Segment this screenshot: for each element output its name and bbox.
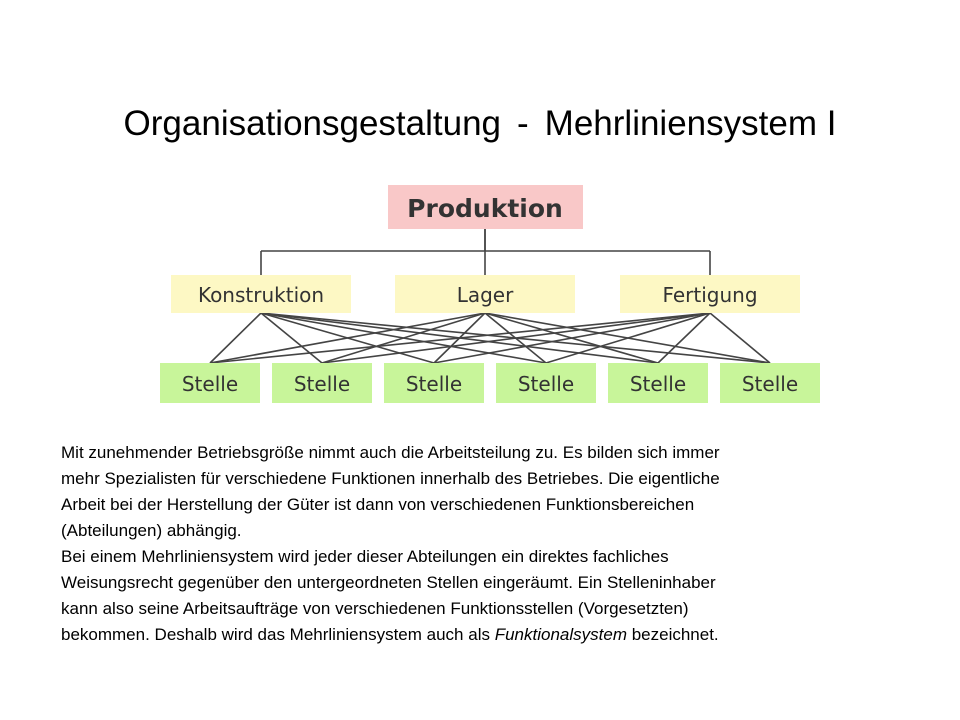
- description-line: Bei einem Mehrliniensystem wird jeder dieser Abteilungen ein direktes fachliches: [61, 547, 669, 566]
- title-part-2: Mehrliniensystem I: [544, 104, 837, 143]
- italic-term: Funktionalsystem: [494, 625, 627, 644]
- description-last-line: [61, 622, 941, 648]
- title-part-1: Organisationsgestaltung: [123, 104, 502, 143]
- position-row: [160, 363, 820, 403]
- root-label: Produktion: [407, 194, 563, 223]
- description-line: mehr Spezialisten für verschiedene Funktionen innerhalb des Betriebes. Die eigentliche: [61, 469, 720, 488]
- description-line: (Abteilungen) abhängig.: [61, 521, 242, 540]
- position-label-3: Stelle: [405, 372, 463, 396]
- position-label-2: Stelle: [293, 372, 351, 396]
- root-node: [388, 185, 583, 229]
- cross-connections: [210, 313, 770, 363]
- department-label-lager: Lager: [456, 283, 514, 307]
- connector-dept-3-position-2: [322, 313, 710, 363]
- last-line-end: bezeichnet.: [626, 625, 719, 644]
- description-line: kann also seine Arbeitsaufträge von verschiedenen Funktionsstellen (Vorgesetzten): [61, 599, 689, 618]
- description-line: Weisungsrecht gegenüber den untergeordneten Stellen eingeräumt. Ein Stelleninhaber: [61, 573, 716, 592]
- position-label-1: Stelle: [181, 372, 239, 396]
- department-row: [171, 275, 800, 313]
- title-dash: -: [517, 104, 529, 143]
- last-line-start: bekommen. Deshalb wird das Mehrliniensystem auch als: [61, 625, 495, 644]
- position-label-6: Stelle: [741, 372, 799, 396]
- description-text: [61, 440, 941, 648]
- position-label-4: Stelle: [517, 372, 575, 396]
- description-line: Arbeit bei der Herstellung der Güter ist dann von verschiedenen Funktionsbereichen: [61, 495, 695, 514]
- department-label-konstruktion: Konstruktion: [197, 283, 325, 307]
- position-label-5: Stelle: [629, 372, 687, 396]
- department-label-fertigung: Fertigung: [662, 283, 758, 307]
- description-line: Mit zunehmender Betriebsgröße nimmt auch die Arbeitsteilung zu. Es bilden sich immer: [61, 443, 720, 462]
- connector-dept-3-position-6: [710, 313, 770, 363]
